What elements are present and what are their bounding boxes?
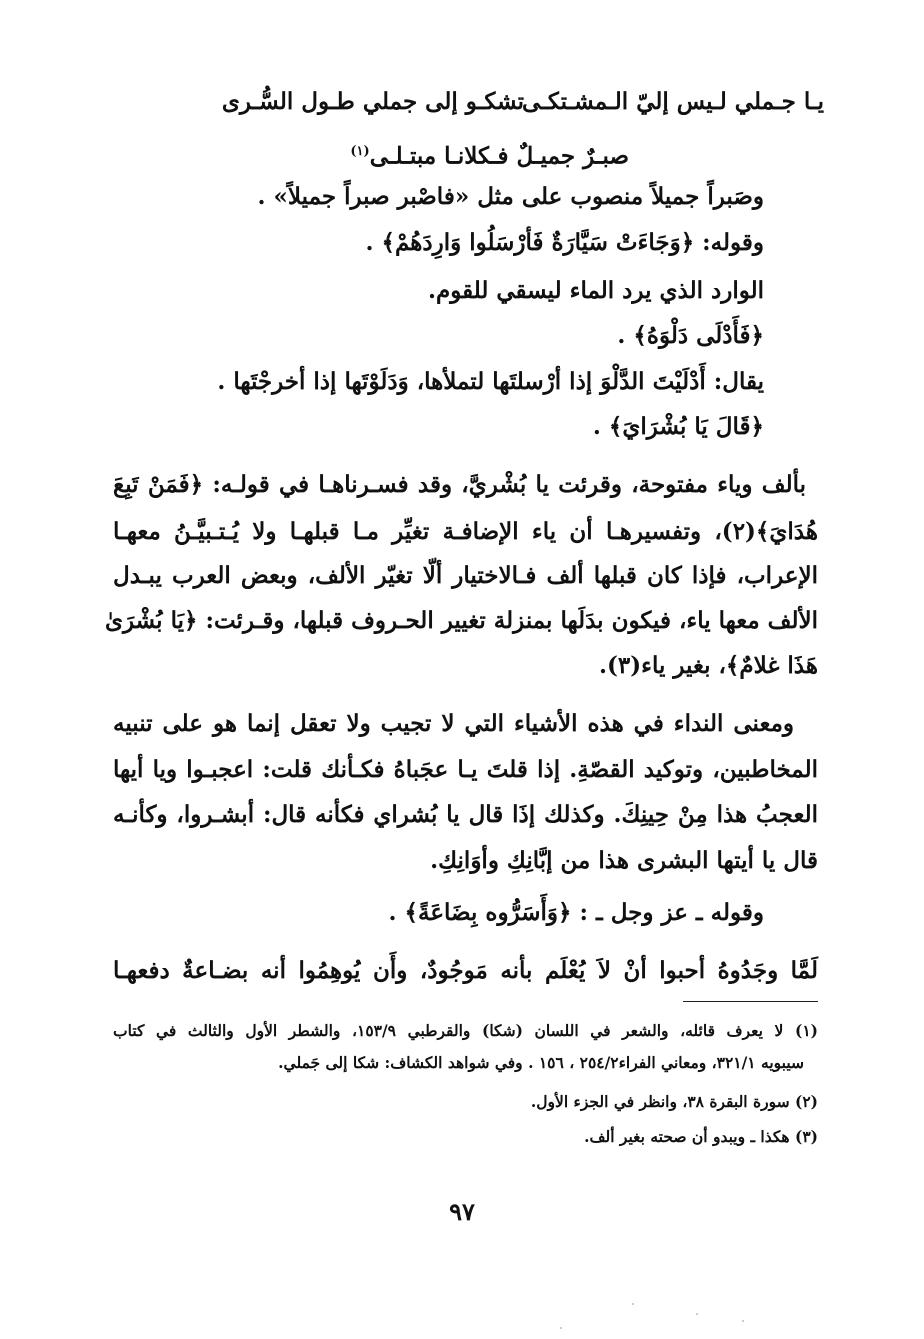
footnote-3: (٣) هكذا ـ ويبدو أن صحته بغير ألف. [584,1127,818,1146]
body-quote-line: وقوله ـ عز وجل ـ : ﴿وَأَسَرُّوه بِضَاعَةً﴾ . [388,899,764,926]
paragraph-2-line-3: العجبُ هذا مِنْ حِينِكَ. وكذلك إذَا قال يا بُشراي فكأنه قال: أبشـروا، وكأنـه [113,801,818,828]
paragraph-1-line-2: هُدَايَ﴾(٢)، وتفسيرهـا أن ياء الإضافـة تغيِّر مـا قبلهـا ولا يُـتـبيَّـنُ معهـا [113,518,818,545]
footnote-1-line-1: (١) لا يعرف قائله، والشعر في اللسان (شكا) والقرطبي ١٥٣/٩، والشطر الأول والثالث في كتاب [113,1021,818,1040]
paragraph-2-line-1: ومعنى النداء في هذه الأشياء التي لا تجيب ولا تعقل إنما هو على تنبيه [113,710,794,737]
body-line-6: ﴿فَأَدْلَى دَلْوَهُ﴾ . [617,322,764,349]
paragraph-1-line-1: بألف وياء مفتوحة، وقرئت يا بُشْريَّ، وقد فسـرناهـا في قولـه: ﴿فَمَنْ تَبِعَ [113,471,806,498]
footnote-ref-1: (١) [350,144,370,159]
scan-speck [742,1320,744,1322]
body-line-7: يقال: أَدْلَيْتَ الدَّلْوَ إذا أرْسلتَها لتملأها، وَدَلَوْتَها إذا أخرجْتَها . [217,368,764,395]
scan-speck [696,1313,698,1315]
paragraph-2-line-2: المخاطبين، وتوكيد القصّةِ. إذا قلتَ يـا عجَباهُ فكـأنك قلت: اعجبـوا ويا أيها [113,756,818,783]
verse-line-2-text: صبـرٌ جميـلٌ فـكلانـا مبتـلـى [369,142,629,170]
page-number: ٩٧ [449,1197,475,1226]
paragraph-1-line-4: الألف معها ياء، فيكون بدَلَها بمنزلة تغيير الحـروف قبلها، وقـرئت: ﴿يَا بُشْرَىٰ [104,607,818,634]
verse-line-2 [350,136,629,173]
body-line-8: ﴿قَالَ يَا بُشْرَايَ﴾ . [592,413,764,440]
footnote-2: (٢) سورة البقرة ٣٨، وانظر في الجزء الأول. [530,1092,818,1111]
verse-line-1-left: تشكـو إلى جملي طـول السُّـرى [221,88,524,115]
body-line-3: وصَبراً جميلاً منصوب على مثل «فاصْبر صبراً جميلاً» . [257,183,764,210]
body-line-4: وقوله: ﴿وَجَاءَتْ سَيَّارَةٌ فَأرْسَلُوا وَارِدَهُمْ﴾ . [365,229,764,256]
scan-speck [560,1327,562,1329]
scan-speck [632,1303,634,1305]
footnote-separator [683,1001,818,1002]
paragraph-1-line-5: هَذَا غلامٌ﴾، بغير ياء(٣). [599,652,818,679]
footnote-1-line-2: سيبويه ٣٢١/١، ومعاني الفراء٢٥٤/٢ ، ١٥٦ . وفي شواهد الكشاف: شكا إلى جَملي. [278,1053,804,1072]
verse-line-1-right: يـا جـملي لـيس إليّ الـمشـتكـى [521,88,824,115]
paragraph-1-line-3: الإعراب، فإذا كان قبلها ألف فـالاختيار ألّا تغيّر الألف، وبعض العرب يبـدل [113,562,818,589]
paragraph-2-line-4: قال يا أيتها البشرى هذا من إبَّانِكِ وأوَانِكِ. [430,847,818,874]
body-line-5: الوارد الذي يرد الماء ليسقي للقوم. [427,277,764,304]
body-last-line: لَمَّا وجَدُوهُ أحبوا أنْ لاَ يُعْلَم بأنه مَوجُودٌ، وأَن يُوهِمُوا أنه بضـاعةٌ دفعهـا [113,957,818,984]
